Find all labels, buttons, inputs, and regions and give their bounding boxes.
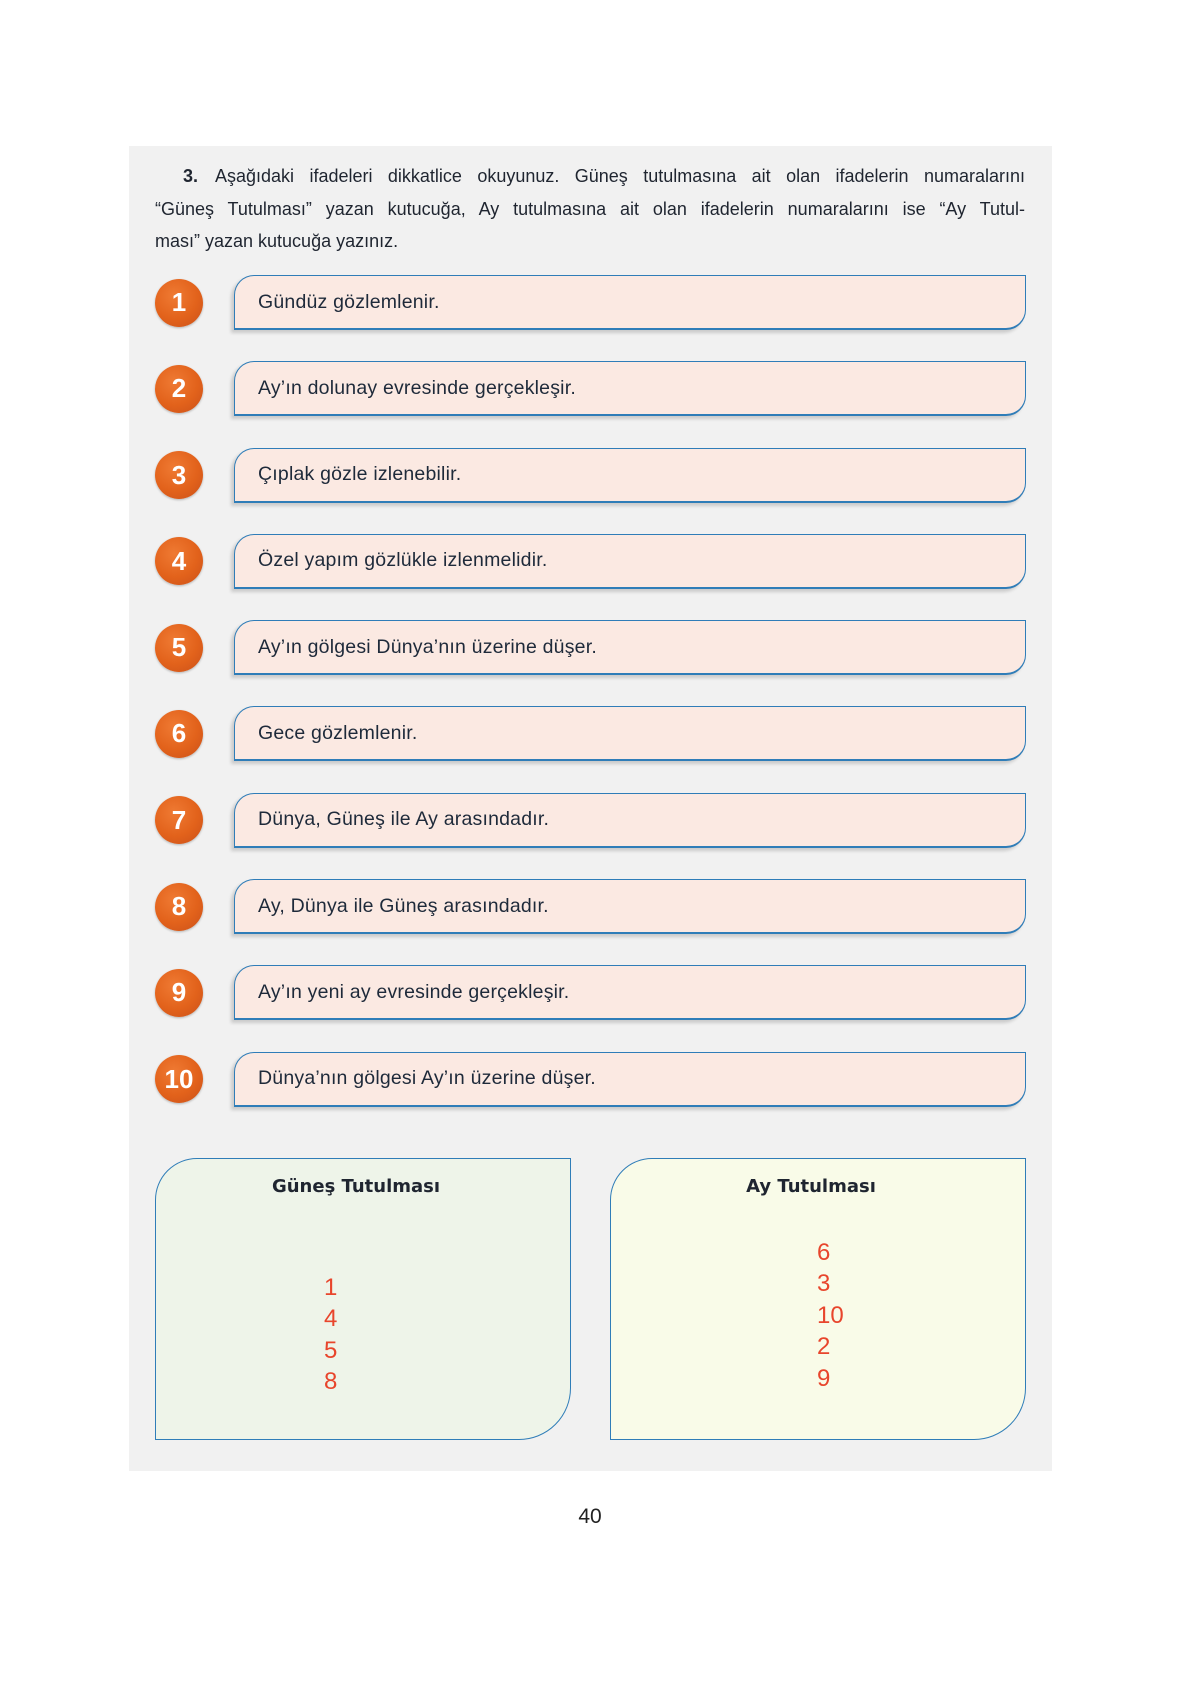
statement-text: Dünya, Güneş ile Ay arasındadır. bbox=[234, 793, 1026, 848]
statement-text: Ay, Dünya ile Güneş arasındadır. bbox=[234, 879, 1026, 934]
answer-number: 6 bbox=[817, 1239, 831, 1266]
statement-row bbox=[155, 620, 1026, 675]
statement-number-badge: 3 bbox=[155, 451, 203, 499]
statement-number-badge: 7 bbox=[155, 796, 203, 844]
question-number: 3. bbox=[183, 166, 199, 186]
statement-text: Ay’ın gölgesi Dünya’nın üzerine düşer. bbox=[234, 620, 1026, 675]
answer-number: 3 bbox=[817, 1270, 831, 1298]
question-instructions bbox=[155, 160, 1025, 258]
statement-text: Gündüz gözlemlenir. bbox=[234, 275, 1026, 330]
statement-text: Çıplak gözle izlenebilir. bbox=[234, 448, 1026, 503]
answer-number: 8 bbox=[324, 1368, 338, 1396]
statement-text: Gece gözlemlenir. bbox=[234, 706, 1026, 761]
statement-text: Ay’ın dolunay evresinde gerçekleşir. bbox=[234, 361, 1026, 416]
answer-number: 1 bbox=[324, 1274, 338, 1301]
statement-number-badge: 1 bbox=[155, 279, 203, 327]
statement-text: Özel yapım gözlükle izlenmelidir. bbox=[234, 534, 1026, 589]
statement-text: Ay’ın yeni ay evresinde gerçekleşir. bbox=[234, 965, 1026, 1020]
question-text: “Güneş Tutulması” yazan kutucuğa, Ay tutulmasına ait olan ifadelerin numaralarını ise “Ay Tutul- bbox=[155, 198, 1025, 219]
solar-eclipse-title: Güneş Tutulması bbox=[271, 1176, 441, 1197]
lunar-eclipse-answers bbox=[817, 1237, 844, 1394]
lunar-eclipse-answer-box bbox=[610, 1158, 1026, 1440]
statement-text: Dünya’nın gölgesi Ay’ın üzerine düşer. bbox=[234, 1052, 1026, 1107]
question-text: Aşağıdaki ifadeleri dikkatlice okuyunuz. Güneş tutulmasına ait olan ifadelerin numaralarını bbox=[215, 166, 1025, 186]
question-line bbox=[155, 160, 1025, 193]
question-text: ması” yazan kutucuğa yazınız. bbox=[155, 231, 399, 251]
statement-number-badge: 6 bbox=[155, 710, 203, 758]
statement-row bbox=[155, 706, 1026, 761]
statement-row bbox=[155, 361, 1026, 416]
lunar-eclipse-title: Ay Tutulması bbox=[746, 1176, 876, 1197]
answer-number: 4 bbox=[324, 1305, 338, 1333]
answer-number: 9 bbox=[817, 1364, 831, 1392]
solar-eclipse-answer-box bbox=[155, 1158, 571, 1440]
statement-list bbox=[155, 275, 1026, 1107]
question-line bbox=[155, 225, 1025, 258]
statement-number-badge: 8 bbox=[155, 883, 203, 931]
question-line bbox=[155, 193, 1025, 226]
statement-number-badge: 2 bbox=[155, 365, 203, 413]
statement-number-badge: 5 bbox=[155, 624, 203, 672]
statement-row bbox=[155, 275, 1026, 330]
statement-row bbox=[155, 534, 1026, 589]
page-number: 40 bbox=[578, 1505, 602, 1528]
statement-row bbox=[155, 965, 1026, 1020]
statement-row bbox=[155, 793, 1026, 848]
statement-number-badge: 4 bbox=[155, 537, 203, 585]
statement-row bbox=[155, 448, 1026, 503]
solar-eclipse-answers bbox=[324, 1272, 337, 1398]
statement-number-badge: 9 bbox=[155, 969, 203, 1017]
statement-number-badge: 10 bbox=[155, 1055, 203, 1103]
answer-number: 5 bbox=[324, 1336, 338, 1364]
answer-number: 2 bbox=[817, 1333, 831, 1361]
answer-number: 10 bbox=[817, 1301, 844, 1329]
statement-row bbox=[155, 1052, 1026, 1107]
statement-row bbox=[155, 879, 1026, 934]
